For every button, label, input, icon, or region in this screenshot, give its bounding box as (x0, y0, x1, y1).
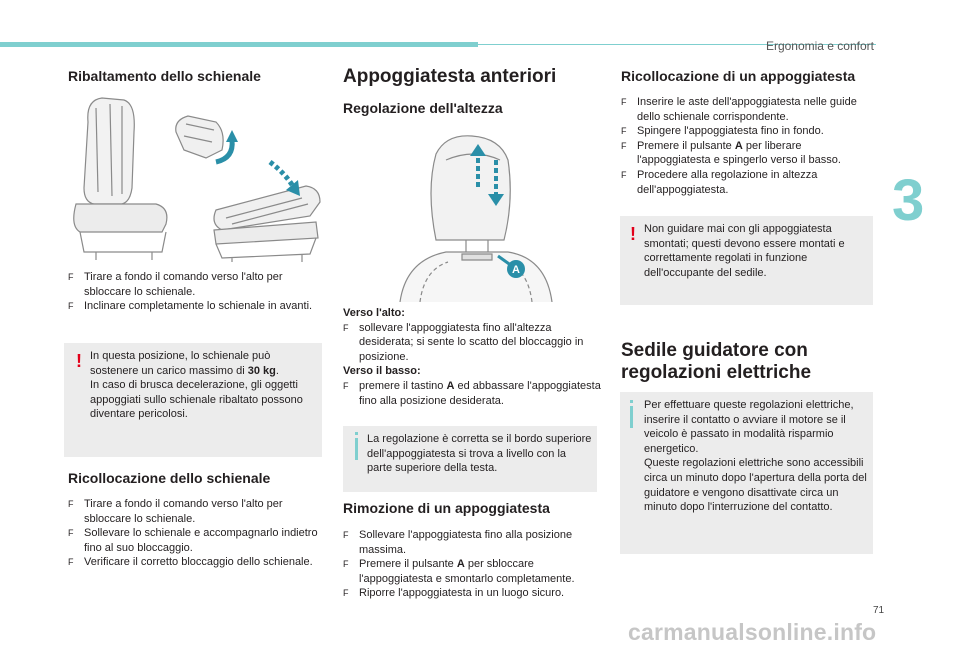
warning-box-appoggiatesta (620, 216, 873, 305)
bullet-icon: F (343, 322, 349, 333)
heading-rimozione: Rimozione di un appoggiatesta (343, 500, 550, 516)
bullet-icon: F (68, 557, 74, 568)
seat-illustration (66, 92, 326, 262)
chapter-number: 3 (892, 168, 925, 233)
list-item: F Riporre l'appoggiatesta in un luogo sicuro. (343, 587, 565, 600)
bullet-icon: F (621, 169, 627, 180)
list-item: F Sollevare lo schienale e accompagnarlo indietro fino al suo bloccaggio. (68, 527, 318, 554)
bullet-icon: F (68, 499, 74, 509)
seat-fold-illustration (66, 92, 326, 262)
bullet-icon: F (621, 140, 627, 151)
warning-icon: ! (630, 224, 636, 244)
info-text: Per effettuare queste regolazioni elettriche, inserire il contatto o avviare il motore se il veicolo è passato in modalità risparmio energetico. Queste regolazioni elettriche sono accessibili circa un minuto dopo l'apertura della porta del guidatore e vengono disattivate circa un minuto dopo l'interruzione del contatto. (644, 399, 867, 514)
heading-regolazione: Regolazione dell'altezza (343, 100, 503, 116)
list-item: F Spingere l'appoggiatesta fino in fondo. (621, 125, 824, 138)
info-icon (355, 438, 358, 460)
warning-icon: ! (76, 351, 82, 371)
list-item: F Inserire le aste dell'appoggiatesta nelle guide dello schienale corrispondente. (621, 96, 857, 123)
list-item: F Sollevare l'appoggiatesta fino alla posizione massima. (343, 529, 573, 556)
warning-box-load (64, 343, 322, 457)
info-box-elettrico (620, 392, 873, 554)
list-item: F Premere il pulsante A per liberare l'appoggiatesta e spingerlo verso il basso. (621, 139, 841, 167)
section-title: Ergonomia e confort (765, 39, 874, 53)
bullet-icon: F (343, 588, 349, 599)
heading-ricollocazione-appoggiatesta: Ricollocazione di un appoggiatesta (621, 68, 856, 84)
up-label: Verso l'alto: (343, 307, 405, 319)
warning-punct: . (275, 364, 279, 377)
warning-text: In questa posizione, lo schienale può sostenere un carico massimo di (90, 350, 271, 377)
info-text: La regolazione è corretta se il bordo superiore dell'appoggiatesta si trova a livello con la parte superiore della testa. (367, 433, 592, 475)
list-item: F Verificare il corretto bloccaggio dello schienale. (68, 556, 313, 569)
headrest-figure (396, 130, 556, 302)
list-item: F Inclinare completamente lo schienale in avanti. (68, 300, 313, 313)
bullet-icon: F (68, 272, 74, 282)
list-item: F Premere il pulsante A per sbloccare l'appoggiatesta e smontarlo completamente. (343, 558, 575, 585)
figure-label-a: A (512, 264, 520, 276)
heading-ricollocazione-schienale: Ricollocazione dello schienale (68, 470, 271, 486)
list-item: F Procedere alla regolazione in altezza dell'appoggiatesta. (621, 168, 818, 196)
bullets-rimozione (343, 528, 603, 601)
warning-text: Non guidare mai con gli appoggiatesta smontati; questi devono essere montati e correttamente regolati in funzione dell'occupante del sedile. (644, 223, 845, 279)
bullets-ricollocazione (68, 497, 324, 570)
info-icon (630, 406, 633, 428)
bullets-ricollocazione-appoggiatesta (621, 95, 873, 197)
list-item: F premere il tastino A ed abbassare l'appoggiatesta fino alla posizione desiderata. (343, 379, 601, 407)
info-box-regolazione (343, 426, 597, 492)
header-accent-bar (0, 42, 478, 47)
bullets-ribaltamento (68, 270, 324, 314)
bullet-icon: F (68, 301, 74, 312)
warning-bold: 30 kg (247, 364, 276, 377)
bullet-icon: F (68, 528, 74, 539)
down-label: Verso il basso: (343, 365, 421, 378)
bullet-icon: F (343, 380, 349, 391)
watermark: carmanualsonline.info (628, 619, 877, 645)
bullet-icon: F (343, 559, 349, 570)
heading-appoggiatesta: Appoggiatesta anteriori (343, 66, 557, 87)
list-item: F Tirare a fondo il comando verso l'alto per sbloccare lo schienale. (68, 498, 283, 525)
adjustment-instructions (343, 306, 601, 408)
heading-sedile-elettrico: Sedile guidatore con regolazioni elettriche (621, 340, 812, 383)
warning-text-2: In caso di brusca decelerazione, gli oggetti appoggiati sullo schienale ribaltato possono diventare pericolosi. (90, 379, 303, 421)
list-item: F Tirare a fondo il comando verso l'alto per sbloccare lo schienale. (68, 271, 283, 298)
bullet-icon: F (343, 530, 349, 540)
headrest-illustration (396, 130, 556, 302)
heading-ribaltamento: Ribaltamento dello schienale (68, 68, 261, 84)
bullet-icon: F (621, 126, 627, 137)
bullet-icon: F (621, 97, 627, 107)
list-item: F sollevare l'appoggiatesta fino all'altezza desiderata; si sente lo scatto del bloccaggio in posizione. (343, 321, 584, 363)
page-number: 71 (873, 605, 885, 616)
